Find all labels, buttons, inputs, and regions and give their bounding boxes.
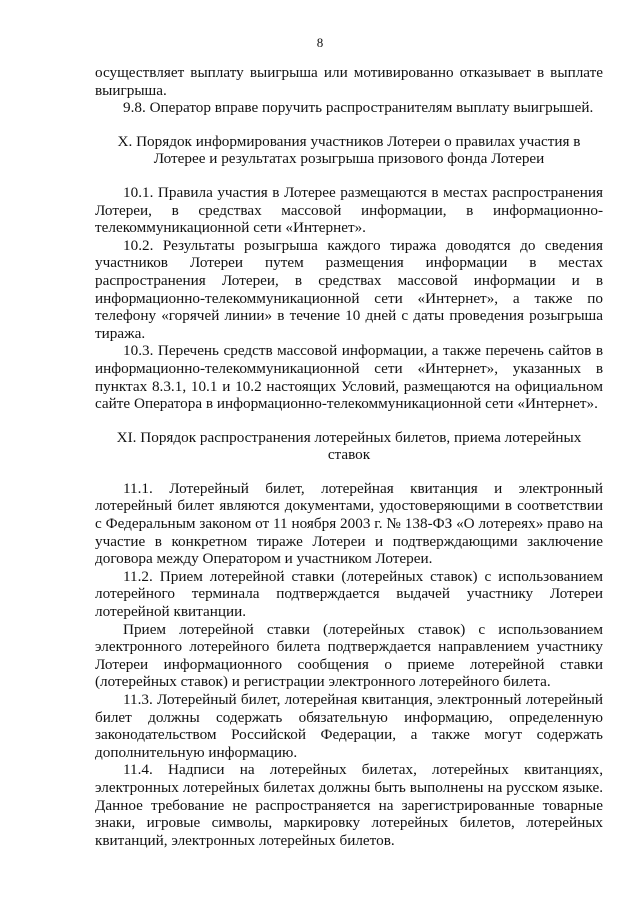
paragraph-11-2-continued: Прием лотерейной ставки (лотерейных ставок) с использованием электронного лотерейного билета подтверждается направлением участнику Лотереи информационного сообщения о приеме лотерейной ставки (лотерейных ставок) и регистрации электронного лотерейного билета. bbox=[95, 620, 603, 691]
paragraph-9-8: 9.8. Оператор вправе поручить распространителям выплату выигрышей. bbox=[123, 99, 594, 117]
paragraph-10-3: 10.3. Перечень средств массовой информации, а также перечень сайтов в информационно-телекоммуникационной сети «Интернет», указанных в пунктах 8.3.1, 10.1 и 10.2 настоящих Условий, размещаются на официальном сайте Оператора в информационно-телекоммуникационной сети «Интернет». bbox=[95, 342, 603, 413]
paragraph-11-1: 11.1. Лотерейный билет, лотерейная квитанция и электронный лотерейный билет являются документами, удостоверяющими в соответствии с Федеральным законом от 11 ноября 2003 г. № 138-ФЗ «О лотереях» право на участие в конкретном тираже Лотереи и подтверждающими заключение договора между Оператором и участником Лотереи. bbox=[95, 479, 603, 568]
paragraph-11-2: 11.2. Прием лотерейной ставки (лотерейных ставок) с использованием лотерейного терминала подтверждается выдачей участнику Лотереи лотерейной квитанции. bbox=[95, 567, 603, 621]
section-heading-xi: XI. Порядок распространения лотерейных билетов, приема лотерейных ставок bbox=[116, 428, 582, 464]
paragraph-11-4: 11.4. Надписи на лотерейных билетах, лотерейных квитанциях, электронных лотерейных билетах должны быть выполнены на русском языке. Данное требование не распространяется на зарегистрированные товарные знаки, игровые символы, маркировку лотерейных билетов, лотерейных квитанций, электронных лотерейных билетов. bbox=[95, 761, 603, 849]
section-heading-x: X. Порядок информирования участников Лотереи о правилах участия в Лотерее и результатах розыгрыша призового фонда Лотереи bbox=[117, 132, 581, 168]
paragraph-10-1: 10.1. Правила участия в Лотерее размещаются в местах распространения Лотереи, в средствах массовой информации, в информационно-телекоммуникационной сети «Интернет». bbox=[95, 183, 603, 237]
paragraph-10-2: 10.2. Результаты розыгрыша каждого тиража доводятся до сведения участников Лотереи путем размещения информации в местах распространения Лотереи, в средствах массовой информации и в информационно-телекоммуникационной сети «Интернет», а также по телефону «горячей линии» в течение 10 дней с даты проведения розыгрыша тиража. bbox=[95, 236, 603, 342]
paragraph-11-3: 11.3. Лотерейный билет, лотерейная квитанция, электронный лотерейный билет должны содержать обязательную информацию, определенную законодательством Российской Федерации, а также могут содержать дополнительную информацию. bbox=[95, 691, 603, 761]
paragraph-continuation: осуществляет выплату выигрыша или мотивированно отказывает в выплате выигрыша. bbox=[95, 64, 603, 99]
page-number: 8 bbox=[316, 35, 324, 50]
page-body bbox=[95, 64, 603, 849]
